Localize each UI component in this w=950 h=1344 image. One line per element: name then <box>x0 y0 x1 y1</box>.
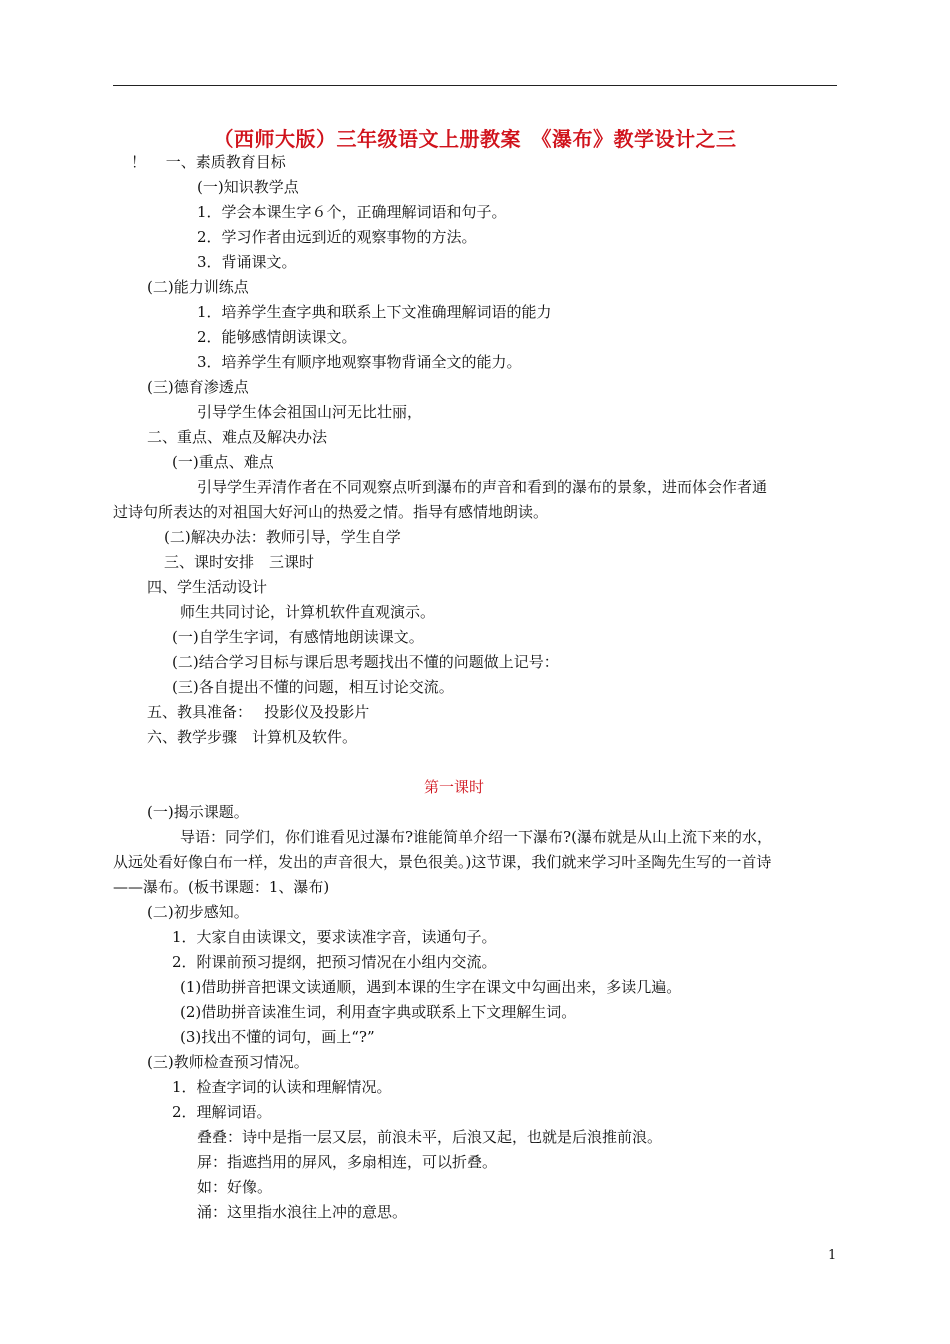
text-line: 引导学生体会祖国山河无比壮丽， <box>197 403 423 421</box>
text-line: (一)重点、难点 <box>172 453 274 471</box>
text-line: (一)知识教学点 <box>197 178 299 196</box>
text-line: 过诗句所表达的对祖国大好河山的热爱之情。指导有感情地朗读。 <box>113 503 549 521</box>
text-line: (三)各自提出不懂的问题，相互讨论交流。 <box>172 678 454 696</box>
header-rule <box>113 85 837 86</box>
text-line: (一)揭示课题。 <box>147 803 249 821</box>
text-line: 屏：指遮挡用的屏风，多扇相连，可以折叠。 <box>197 1153 498 1171</box>
section-heading: 第一课时 <box>424 778 485 796</box>
text-line: 引导学生弄清作者在不同观察点听到瀑布的声音和看到的瀑布的景象，进而体会作者通 <box>197 478 768 496</box>
text-line: (二)结合学习目标与课后思考题找出不懂的问题做上记号： <box>172 653 559 671</box>
text-line: 涌：这里指水浪往上冲的意思。 <box>197 1203 408 1221</box>
text-line: 3．培养学生有顺序地观察事物背诵全文的能力。 <box>197 353 522 371</box>
text-line: 六、教学步骤 计算机及软件。 <box>147 728 358 746</box>
text-line: 3．背诵课文。 <box>197 253 297 271</box>
text-line: 从远处看好像白布一样，发出的声音很大，景色很美。)这节课，我们就来学习叶圣陶先生写的一首诗 <box>113 853 772 871</box>
text-line: (一)自学生字词，有感情地朗读课文。 <box>172 628 424 646</box>
text-line: 2．附课前预习提纲，把预习情况在小组内交流。 <box>172 953 497 971</box>
text-line: 1．学会本课生字６个，正确理解词语和句子。 <box>197 203 507 221</box>
text-line: 1．培养学生查字典和联系上下文准确理解词语的能力 <box>197 303 552 321</box>
page-title: （西师大版）三年级语文上册教案 《瀑布》教学设计之三 <box>213 127 737 151</box>
text-line: (2)借助拼音读准生词，利用查字典或联系上下文理解生词。 <box>180 1003 577 1021</box>
text-line: (3)找出不懂的词句，画上“?” <box>180 1028 375 1046</box>
text-line: 二、重点、难点及解决办法 <box>147 428 328 446</box>
text-line: (二)初步感知。 <box>147 903 249 921</box>
text-line: ——瀑布。(板书课题：1、瀑布) <box>113 878 330 896</box>
text-line: 三、课时安排 三课时 <box>164 553 315 571</box>
text-line: 1．大家自由读课文，要求读准字音，读通句子。 <box>172 928 497 946</box>
text-line: 1．检查字词的认读和理解情况。 <box>172 1078 392 1096</box>
text-line: ！ 一、素质教育目标 <box>131 153 286 171</box>
text-line: 2．学习作者由远到近的观察事物的方法。 <box>197 228 477 246</box>
text-line: (1)借助拼音把课文读通顺，遇到本课的生字在课文中勾画出来，多读几遍。 <box>180 978 682 996</box>
text-line: (二)能力训练点 <box>147 278 249 296</box>
text-line: 2．理解词语。 <box>172 1103 272 1121</box>
text-line: 叠叠：诗中是指一层又层，前浪未平，后浪又起，也就是后浪推前浪。 <box>197 1128 663 1146</box>
page-number: 1 <box>828 1248 837 1263</box>
text-line: (二)解决办法：教师引导，学生自学 <box>164 528 401 546</box>
text-line: 如：好像。 <box>197 1178 273 1196</box>
text-line: 2．能够感情朗读课文。 <box>197 328 357 346</box>
text-line: (三)教师检查预习情况。 <box>147 1053 309 1071</box>
text-line: 师生共同讨论，计算机软件直观演示。 <box>180 603 436 621</box>
text-line: (三)德育渗透点 <box>147 378 249 396</box>
text-line: 四、学生活动设计 <box>147 578 268 596</box>
text-line: 五、教具准备： 投影仪及投影片 <box>147 703 370 721</box>
text-line: 导语：同学们，你们谁看见过瀑布?谁能简单介绍一下瀑布?(瀑布就是从山上流下来的水， <box>180 828 772 846</box>
